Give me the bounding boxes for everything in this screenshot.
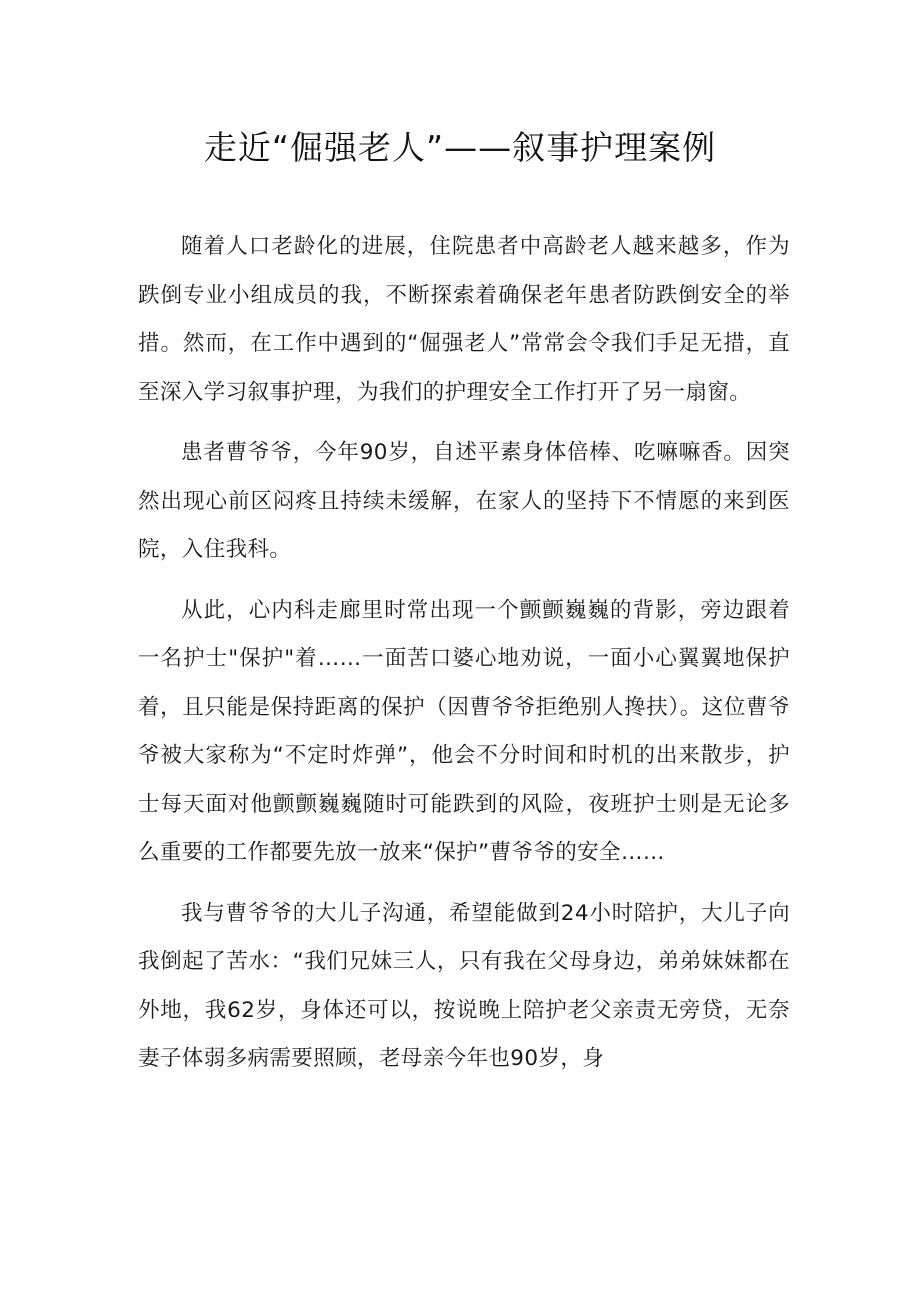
paragraph-4: 我与曹爷爷的大儿子沟通，希望能做到24小时陪护，大儿子向我倒起了苦水：“我们兄妹三人，只有我在父母身边，弟弟妹妹都在外地，我62岁，身体还可以，按说晚上陪护老父亲责无旁贷，无奈妻子体弱多病需要照顾，老母亲今年也90岁，身 (138, 900, 790, 1071)
document-title: 走近“倔强老人”——叙事护理案例 (203, 128, 717, 167)
document-body (138, 223, 790, 1096)
paragraph-3: 从此，心内科走廊里时常出现一个颤颤巍巍的背影，旁边跟着一名护士"保护"着……一面苦口婆心地劝说，一面小心翼翼地保护着，且只能是保持距离的保护（因曹爷爷拒绝别人搀扶）。这位曹爷爷被大家称为“不定时炸弹”，他会不分时间和时机的出来散步，护士每天面对他颤颤巍巍随时可能跌到的风险，夜班护士则是无论多么重要的工作都要先放一放来“保护”曹爷爷的安全…… (138, 597, 790, 865)
paragraph-1: 随着人口老龄化的进展，住院患者中高龄老人越来越多，作为跌倒专业小组成员的我，不断探索着确保老年患者防跌倒安全的举措。然而，在工作中遇到的“倔强老人”常常会令我们手足无措，直至深入学习叙事护理，为我们的护理安全工作打开了另一扇窗。 (138, 234, 790, 405)
paragraph-2: 患者曹爷爷，今年90岁，自述平素身体倍棒、吃嘛嘛香。因突然出现心前区闷疼且持续未缓解，在家人的坚持下不情愿的来到医院，入住我科。 (138, 440, 790, 562)
